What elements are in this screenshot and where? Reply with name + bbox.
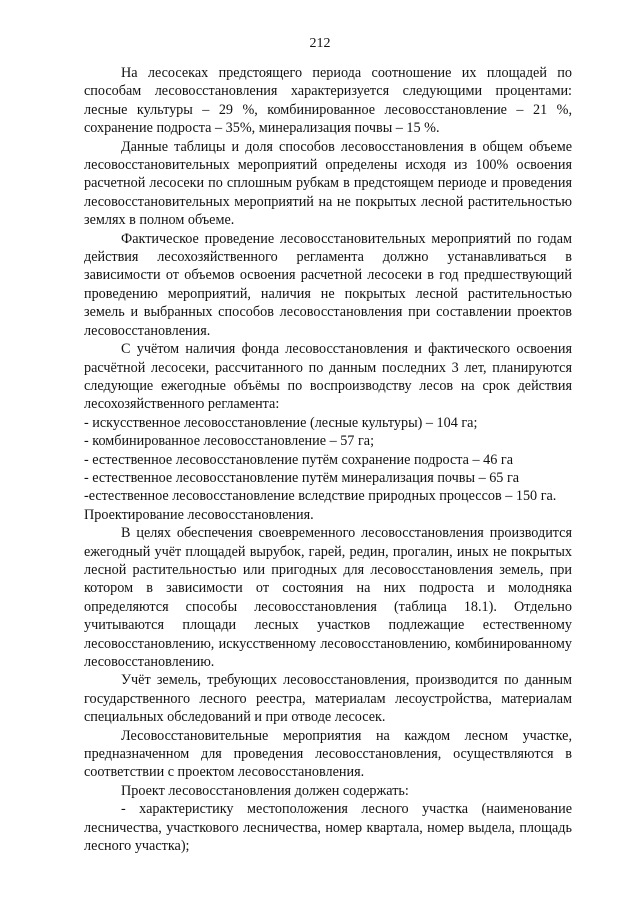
paragraph-4: С учётом наличия фонда лесовосстановления и фактического освоения расчётной лесосеки, рассчитанного по данным последних 3 лет, планируются следующие ежегодные объёмы по воспроизводству лесов на срок действия лесохозяйственного регламента:	[84, 341, 572, 413]
list-item-5: -естественное лесовосстановление вследствие природных процессов – 150 га.	[84, 488, 557, 505]
list-item-2: - комбинированное лесовосстановление – 57 га;	[84, 433, 375, 450]
page-number: 212	[309, 36, 331, 51]
paragraph-8: Проект лесовосстановления должен содержать:	[121, 782, 409, 799]
body-text	[84, 64, 572, 855]
paragraph-2: Данные таблицы и доля способов лесовосстановления в общем объеме лесовосстановительных мероприятий определены исходя из 100% освоения расчетной лесосеки по сплошным рубкам в предстоящем периоде и проведения лесовосстановительных мероприятий на не покрытых лесной растительностью землях в полном объеме.	[84, 138, 572, 229]
section-heading: Проектирование лесовосстановления.	[84, 506, 314, 523]
paragraph-9: - характеристику местоположения лесного участка (наименование лесничества, участкового лесничества, номер квартала, номер выдела, площадь лесного участка);	[84, 801, 572, 855]
paragraph-7: Лесовосстановительные мероприятия на каждом лесном участке, предназначенном для проведения лесовосстановления, осуществляются в соответствии с проектом лесовосстановления.	[84, 727, 572, 781]
list-item-3: - естественное лесовосстановление путём сохранение подроста – 46 га	[84, 451, 514, 468]
paragraph-1: На лесосеках предстоящего периода соотношение их площадей по способам лесовосстановления характеризуется следующими процентами: лесные культуры – 29 %, комбинированное лесовосстановление – 21 %, сохранение подроста – 35%, минерализация почвы – 15 %.	[84, 65, 572, 137]
list-item-1: - искусственное лесовосстановление (лесные культуры) – 104 га;	[84, 414, 478, 431]
paragraph-3: Фактическое проведение лесовосстановительных мероприятий по годам действия лесохозяйственного регламента должно устанавливаться в зависимости от объемов освоения расчетной лесосеки в год предшествующий проведению мероприятий, наличия не покрытых лесной растительностью земель и выбранных способов лесовосстановления при составлении проектов лесовосстановления.	[84, 230, 572, 339]
paragraph-6: Учёт земель, требующих лесовосстановления, производится по данным государственного лесного реестра, материалам лесоустройства, материалам специальных обследований и при отводе лесосек.	[84, 672, 572, 726]
paragraph-5: В целях обеспечения своевременного лесовосстановления производится ежегодный учёт площадей вырубок, гарей, редин, прогалин, иных не покрытых лесной растительностью или пригодных для лесовосстановления земель, при котором в зависимости от состояния на них подроста и молодняка определяются способы лесовосстановления (таблица 18.1). Отдельно учитываются площади лесных участков подлежащие естественному лесовосстановлению, искусственному лесовосстановлению, комбинированному лесовосстановлению.	[84, 525, 572, 670]
list-item-4: - естественное лесовосстановление путём минерализация почвы – 65 га	[84, 469, 520, 486]
